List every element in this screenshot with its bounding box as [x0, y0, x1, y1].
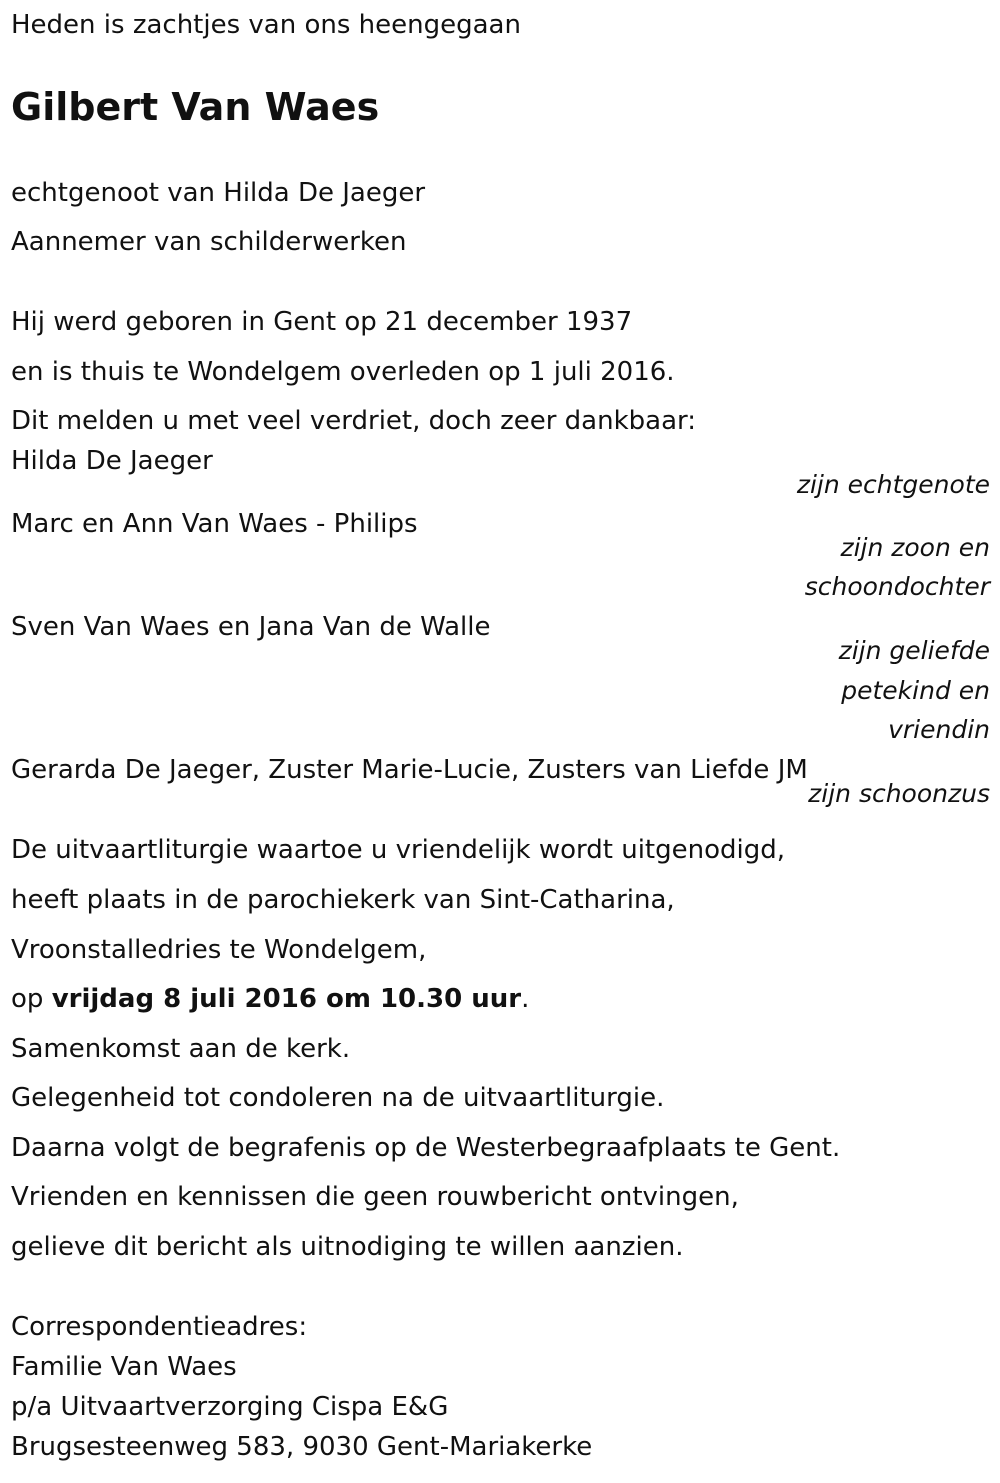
correspondence-line: Familie Van Waes	[11, 1352, 237, 1382]
deceased-name: Gilbert Van Waes	[11, 85, 380, 129]
family-member-name: Gerarda De Jaeger, Zuster Marie-Lucie, Zusters van Liefde JM	[11, 755, 808, 785]
funeral-line: Vrienden en kennissen die geen rouwbericht ontvingen,	[11, 1182, 739, 1212]
funeral-date-prefix: op	[11, 984, 52, 1014]
correspondence-label: Correspondentieadres:	[11, 1312, 308, 1342]
family-member-name: Marc en Ann Van Waes - Philips	[11, 509, 418, 539]
family-member-role: zijn geliefde	[838, 636, 990, 665]
funeral-line: Vroonstalledries te Wondelgem,	[11, 935, 427, 965]
family-member-name: Sven Van Waes en Jana Van de Walle	[11, 612, 491, 642]
correspondence-line: Brugsesteenweg 583, 9030 Gent-Mariakerke	[11, 1432, 593, 1462]
family-member-role: zijn zoon en	[840, 533, 990, 562]
funeral-line: gelieve dit bericht als uitnodiging te willen aanzien.	[11, 1232, 684, 1262]
funeral-line: Gelegenheid tot condoleren na de uitvaartliturgie.	[11, 1083, 665, 1113]
birth-line: Hij werd geboren in Gent op 21 december 1937	[11, 307, 633, 337]
family-member-role: schoondochter	[804, 572, 990, 601]
funeral-date-suffix: .	[521, 984, 530, 1014]
profession-line: Aannemer van schilderwerken	[11, 227, 407, 257]
death-line: en is thuis te Wondelgem overleden op 1 juli 2016.	[11, 357, 675, 387]
funeral-date: vrijdag 8 juli 2016 om 10.30 uur	[51, 984, 522, 1014]
funeral-line: Samenkomst aan de kerk.	[11, 1034, 351, 1064]
funeral-line: Daarna volgt de begrafenis op de Westerbegraafplaats te Gent.	[11, 1133, 841, 1163]
family-member-role: zijn echtgenote	[796, 470, 990, 499]
correspondence-line: p/a Uitvaartverzorging Cispa E&G	[11, 1392, 449, 1422]
funeral-line: De uitvaartliturgie waartoe u vriendelijk wordt uitgenodigd,	[11, 835, 785, 865]
family-member-role: zijn schoonzus	[808, 779, 990, 808]
family-member-role: vriendin	[888, 715, 990, 744]
funeral-date-line	[11, 983, 529, 1015]
spouse-line: echtgenoot van Hilda De Jaeger	[11, 178, 426, 208]
intro-text: Heden is zachtjes van ons heengegaan	[11, 10, 521, 40]
family-member-name: Hilda De Jaeger	[11, 446, 213, 476]
funeral-line: heeft plaats in de parochiekerk van Sint-Catharina,	[11, 885, 675, 915]
family-member-role: petekind en	[841, 676, 990, 705]
announce-line: Dit melden u met veel verdriet, doch zeer dankbaar:	[11, 406, 697, 436]
